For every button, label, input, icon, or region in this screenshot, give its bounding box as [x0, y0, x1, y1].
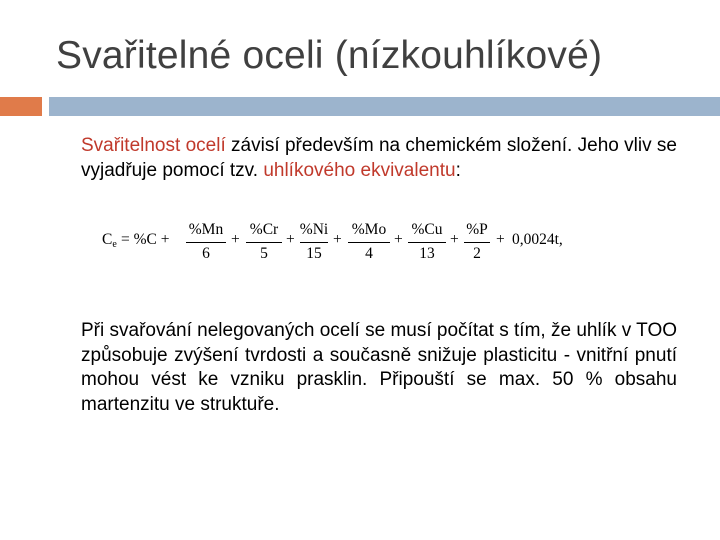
- paragraph-weldability-text: závisí především na chemickém složení. Jeho vliv se vyjadřuje pomocí tzv.: [81, 135, 677, 181]
- formula-term-numerator: %Cr: [249, 221, 279, 238]
- formula-term-denominator: 4: [365, 245, 373, 262]
- carbon-equivalent-formula: [102, 220, 582, 266]
- formula-lhs-subscript: e: [112, 239, 117, 250]
- paragraph-weldability: [81, 134, 677, 183]
- formula-term-denominator: 6: [202, 245, 210, 262]
- highlight-carbon-equivalent: uhlíkového ekvivalentu: [263, 159, 456, 181]
- formula-term-cr: [246, 220, 282, 266]
- formula-term-denominator: 15: [306, 245, 322, 262]
- fraction-bar: [300, 242, 328, 243]
- formula-term-mo: [348, 220, 390, 266]
- formula-term-cu: [408, 220, 446, 266]
- formula-term-numerator: %Mn: [188, 221, 224, 238]
- fraction-bar: [348, 242, 390, 243]
- title-accent-bar-orange: [0, 97, 42, 116]
- fraction-bar: [464, 242, 490, 243]
- formula-lhs-symbol: C: [102, 231, 113, 248]
- title-accent-bar-blue: [49, 97, 720, 116]
- highlight-weldability: Svařitelnost ocelí: [81, 135, 226, 156]
- formula-operator: +: [394, 231, 403, 248]
- fraction-bar: [408, 242, 446, 243]
- formula-term-numerator: %Ni: [299, 221, 329, 238]
- formula-lhs: [102, 231, 117, 250]
- formula-equals-carbon: = %C +: [121, 231, 170, 248]
- paragraph-weldability-colon: :: [455, 159, 461, 181]
- fraction-bar: [186, 242, 226, 243]
- formula-operator: +: [231, 231, 240, 248]
- formula-term-denominator: 2: [473, 245, 481, 262]
- formula-term-denominator: 5: [260, 245, 268, 262]
- formula-tail: 0,0024t,: [512, 231, 563, 248]
- paragraph-welding-note: Při svařování nelegovaných ocelí se musí počítat s tím, že uhlík v TOO způsobuje zvýšení tvrdosti a současně snižuje plasticitu - vnitřní pnutí mohou vést ke vzniku prasklin. Připouští se max. 50 % obsahu martenzitu ve struktuře.: [81, 320, 677, 415]
- formula-term-numerator: %P: [466, 221, 488, 238]
- formula-term-ni: [300, 220, 328, 266]
- formula-operator: +: [496, 231, 505, 248]
- formula-term-numerator: %Cu: [411, 221, 443, 238]
- formula-operator: +: [333, 231, 342, 248]
- formula-term-numerator: %Mo: [351, 221, 387, 238]
- formula-term-denominator: 13: [419, 245, 435, 262]
- fraction-bar: [246, 242, 282, 243]
- formula-operator: +: [450, 231, 459, 248]
- slide-title: Svařitelné oceli (nízkouhlíkové): [56, 34, 603, 77]
- formula-term-mn: [186, 220, 226, 266]
- formula-operator: +: [286, 231, 295, 248]
- formula-term-p: [464, 220, 490, 266]
